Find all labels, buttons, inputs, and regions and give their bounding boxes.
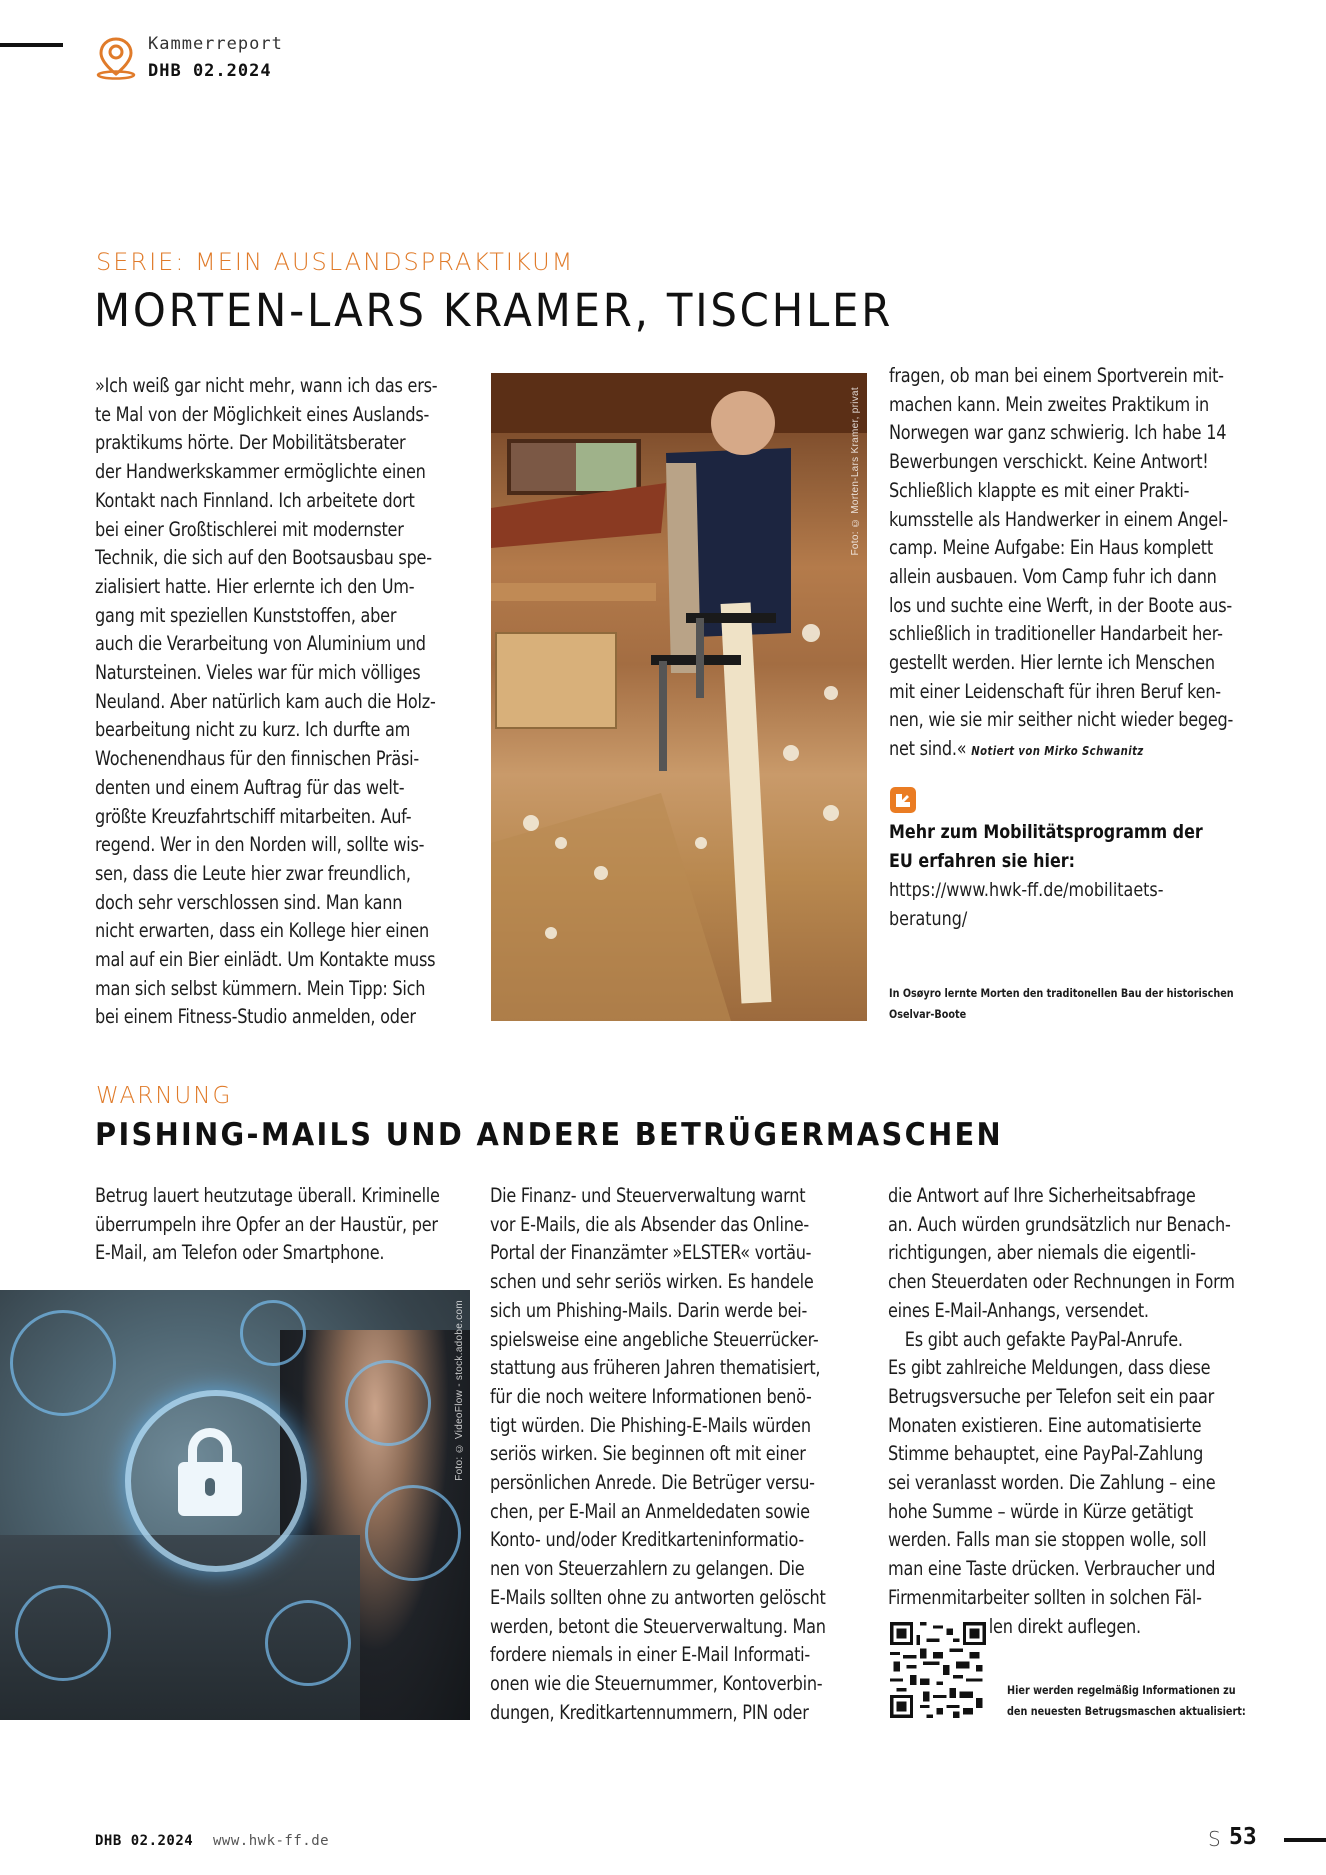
link-line[interactable]: https://www.hwk-ff.de/mobilitaets- — [889, 879, 1164, 901]
text-line: tigt würden. Die Phishing-E-Mails würden — [490, 1413, 811, 1437]
text-line: chen Steuerdaten oder Rechnungen in Form — [888, 1270, 1235, 1294]
text-line: praktikums hörte. Der Mobilitätsberater — [95, 431, 406, 455]
text-line: Betrug lauert heutzutage überall. Kriminelle — [95, 1184, 440, 1207]
photo-caption — [889, 983, 1299, 1025]
text-line: Firmenmitarbeiter sollten in solchen Fäl- — [888, 1585, 1202, 1609]
text-line: überrumpeln ihre Opfer an der Haustür, per — [95, 1212, 438, 1236]
text-line: richtigungen, aber niemals die eigentli- — [888, 1241, 1196, 1265]
user-icon — [240, 1300, 306, 1366]
text-line: mal auf ein Bier einlädt. Um Kontakte muss — [95, 948, 436, 972]
byline: Notiert von Mirko Schwanitz — [971, 744, 1144, 759]
text-line: persönlichen Anrede. Die Betrüger versu- — [490, 1471, 815, 1495]
location-pin-icon — [96, 36, 136, 80]
text-line: nen, wie sie mir seither nicht wieder begeg- — [889, 708, 1234, 732]
text-line: Bewerbungen verschickt. Keine Antwort! — [889, 450, 1209, 474]
text-line: Die Finanz- und Steuerverwaltung warnt — [490, 1184, 806, 1207]
text-line: denten und einem Auftrag für das welt- — [95, 775, 405, 799]
article2-column-1 — [95, 1182, 465, 1268]
text-line: Kontakt nach Finnland. Ich arbeitete dort — [95, 488, 415, 512]
text-line: vor E-Mails, die als Absender das Online- — [490, 1212, 809, 1236]
text-line: EU erfahren sie hier: — [889, 850, 1076, 872]
text-line: seriös wirken. Sie beginnen oft mit einer — [490, 1442, 806, 1466]
text-line: die Antwort auf Ihre Sicherheitsabfrage — [888, 1184, 1196, 1207]
text-line: »Ich weiß gar nicht mehr, wann ich das ers- — [95, 374, 438, 397]
cybersecurity-photo — [0, 1290, 470, 1720]
caption-line: In Osøyro lernte Morten den traditonellen Bau der historischen — [889, 986, 1234, 1000]
text-line: doch sehr verschlossen sind. Man kann — [95, 890, 403, 914]
text-line: Betrugsversuche per Telefon seit ein paar — [888, 1384, 1215, 1408]
text-line: chen, per E-Mail an Anmeldedaten sowie — [490, 1499, 810, 1523]
text-line: len direkt auflegen. — [988, 1614, 1141, 1638]
mobility-link[interactable] — [889, 876, 1216, 934]
text-line: Natursteinen. Vieles war für mich völliges — [95, 661, 421, 685]
workshop-illustration — [491, 373, 867, 1021]
carpenter-workshop-photo — [491, 373, 867, 1021]
text-line: sich um Phishing-Mails. Darin werde bei- — [490, 1298, 808, 1322]
article1-title: MORTEN-LARS KRAMER, TISCHLER — [94, 284, 894, 337]
article1-column-1 — [95, 372, 465, 1032]
text-line: hohe Summe – würde in Kürze getätigt — [888, 1499, 1193, 1523]
text-line: man eine Taste drücken. Verbraucher und — [888, 1557, 1216, 1581]
article2-title: PISHING-MAILS UND ANDERE BETRÜGERMASCHEN — [95, 1117, 1004, 1153]
text-line: Schließlich klappte es mit einer Prakti- — [889, 478, 1190, 502]
text-line: der Handwerkskammer ermöglichte einen — [95, 460, 426, 484]
text-line: los und suchte eine Werft, in der Boote aus- — [889, 593, 1232, 617]
more-info-heading — [889, 818, 1263, 876]
link-line[interactable]: beratung/ — [889, 908, 968, 930]
text-line: Monaten existieren. Eine automatisierte — [888, 1413, 1202, 1437]
text-line: Es gibt zahlreiche Meldungen, dass diese — [888, 1356, 1211, 1380]
text-line: gang mit speziellen Kunststoffen, aber — [95, 603, 397, 627]
text-line: allein ausbauen. Vom Camp fuhr ich dann — [889, 564, 1217, 588]
text-line: bearbeitung nicht zu kurz. Ich durfte am — [95, 718, 411, 742]
caption-line: Hier werden regelmäßig Informationen zu — [1007, 1683, 1236, 1697]
text-line: bei einer Großtischlerei mit modernster — [95, 517, 404, 541]
text-line: bei einem Fitness-Studio anmelden, oder — [95, 1005, 416, 1029]
text-line: Norwegen war ganz schwierig. Ich habe 14 — [889, 421, 1227, 445]
text-line: schen und sehr seriös wirken. Es handele — [490, 1270, 814, 1294]
article2-column-3 — [888, 1182, 1268, 1641]
text-line: sen, dass die Leute hier zwar freundlich, — [95, 861, 411, 885]
text-line: Wochenendhaus für den finnischen Präsi- — [95, 747, 419, 771]
text-line: fragen, ob man bei einem Sportverein mit- — [889, 364, 1224, 387]
text-line: man sich selbst kümmern. Mein Tipp: Sich — [95, 976, 426, 1000]
qr-code[interactable] — [890, 1622, 986, 1718]
caption-line: Oselvar-Boote — [889, 1007, 967, 1021]
text-line-with-byline — [889, 735, 1208, 766]
article1-column-3 — [889, 362, 1269, 766]
page-number: 53 — [1229, 1824, 1257, 1850]
text-line: Konto- und/oder Kreditkarteninformatio- — [490, 1528, 805, 1552]
qr-caption — [1007, 1680, 1291, 1722]
caption-line: den neuesten Betrugsmaschen aktualisiert: — [1007, 1704, 1246, 1718]
keyhole — [205, 1478, 215, 1496]
text-line: onen wie die Steuernummer, Kontoverbin- — [490, 1671, 823, 1695]
text-line: nicht erwarten, dass ein Kollege hier einen — [95, 919, 429, 943]
footer-rule — [1284, 1838, 1326, 1842]
text-line: zialisiert hatte. Hier erlernte ich den Um- — [95, 574, 415, 598]
footer-issue: DHB 02.2024 — [95, 1833, 194, 1849]
text-line: schließlich in traditioneller Handarbeit her- — [889, 622, 1223, 646]
credit-card-icon — [365, 1485, 461, 1581]
text-line: gestellt werden. Hier lernte ich Menschen — [889, 651, 1215, 675]
text-line: regend. Wer in den Norden will, sollte wis- — [95, 833, 425, 857]
photo-credit: Foto: © Morten-Lars Kramer, privat — [850, 387, 861, 556]
text-line: Mehr zum Mobilitätsprogramm der — [889, 821, 1203, 843]
text-line: eines E-Mail-Anhangs, versendet. — [888, 1298, 1149, 1322]
text-line: auch die Verarbeitung von Aluminium und — [95, 632, 426, 656]
article1-kicker: SERIE: MEIN AUSLANDSPRAKTIKUM — [96, 248, 575, 276]
text-line: sei veranlasst worden. Die Zahlung – eine — [888, 1471, 1216, 1495]
footer-url[interactable]: www.hwk-ff.de — [213, 1833, 330, 1849]
photo-credit: Foto: © VideoFlow - stock.adobe.com — [454, 1300, 465, 1481]
text-line: E-Mails sollten ohne zu antworten gelöscht — [490, 1585, 826, 1609]
text-line: te Mal von der Möglichkeit eines Auslands- — [95, 402, 430, 426]
text-line: stattung aus früheren Jahren thematisiert, — [490, 1356, 821, 1380]
text-line: Technik, die sich auf den Bootsausbau spe- — [95, 546, 432, 570]
text-line: an. Auch würden grundsätzlich nur Benach- — [888, 1212, 1231, 1236]
envelope-icon — [265, 1600, 351, 1686]
header-rule — [0, 43, 63, 47]
article2-kicker: WARNUNG — [96, 1083, 233, 1109]
text-line: camp. Meine Aufgabe: Ein Haus komplett — [889, 536, 1213, 560]
text-line: machen kann. Mein zweites Praktikum in — [889, 392, 1210, 416]
text-line: spielsweise eine angebliche Steuerrücker- — [490, 1327, 819, 1351]
eye-envelope-icon — [15, 1585, 111, 1681]
arrow-glyph — [890, 787, 916, 813]
text-line: Neuland. Aber natürlich kam auch die Holz- — [95, 689, 436, 713]
text-line: für die noch weitere Informationen benö- — [490, 1384, 812, 1408]
header-kicker: Kammerreport — [148, 34, 283, 54]
text-line: Stimme behauptet, eine PayPal-Zahlung — [888, 1442, 1204, 1466]
text-line: kumsstelle als Handwerker in einem Angel- — [889, 507, 1228, 531]
text-line: mit einer Leidenschaft für ihren Beruf ken- — [889, 679, 1221, 703]
article2-column-2 — [490, 1182, 870, 1727]
arrow-down-right-icon — [890, 787, 916, 813]
text-line: fordere niemals in einer E-Mail Informati- — [490, 1643, 810, 1667]
text-line: werden. Falls man sie stoppen wolle, soll — [888, 1528, 1207, 1552]
text-line: werden, betont die Steuerverwaltung. Man — [490, 1614, 826, 1638]
text-line: E-Mail, am Telefon oder Smartphone. — [95, 1241, 385, 1265]
text-line: größte Kreuzfahrtschiff mitarbeiten. Auf- — [95, 804, 412, 828]
text-line: dungen, Kreditkartennummern, PIN oder — [490, 1700, 809, 1724]
text-line: net sind.« — [889, 737, 967, 761]
subhead-line: Es gibt auch gefakte PayPal-Anrufe. — [904, 1327, 1183, 1351]
header-issue: DHB 02.2024 — [148, 61, 272, 81]
shield-icon — [345, 1360, 431, 1446]
fingerprint-icon — [10, 1310, 116, 1416]
text-line: nen von Steuerzahlern zu gelangen. Die — [490, 1557, 805, 1581]
text-line: Portal der Finanzämter »ELSTER« vortäu- — [490, 1241, 812, 1265]
page-prefix: S — [1208, 1827, 1221, 1851]
